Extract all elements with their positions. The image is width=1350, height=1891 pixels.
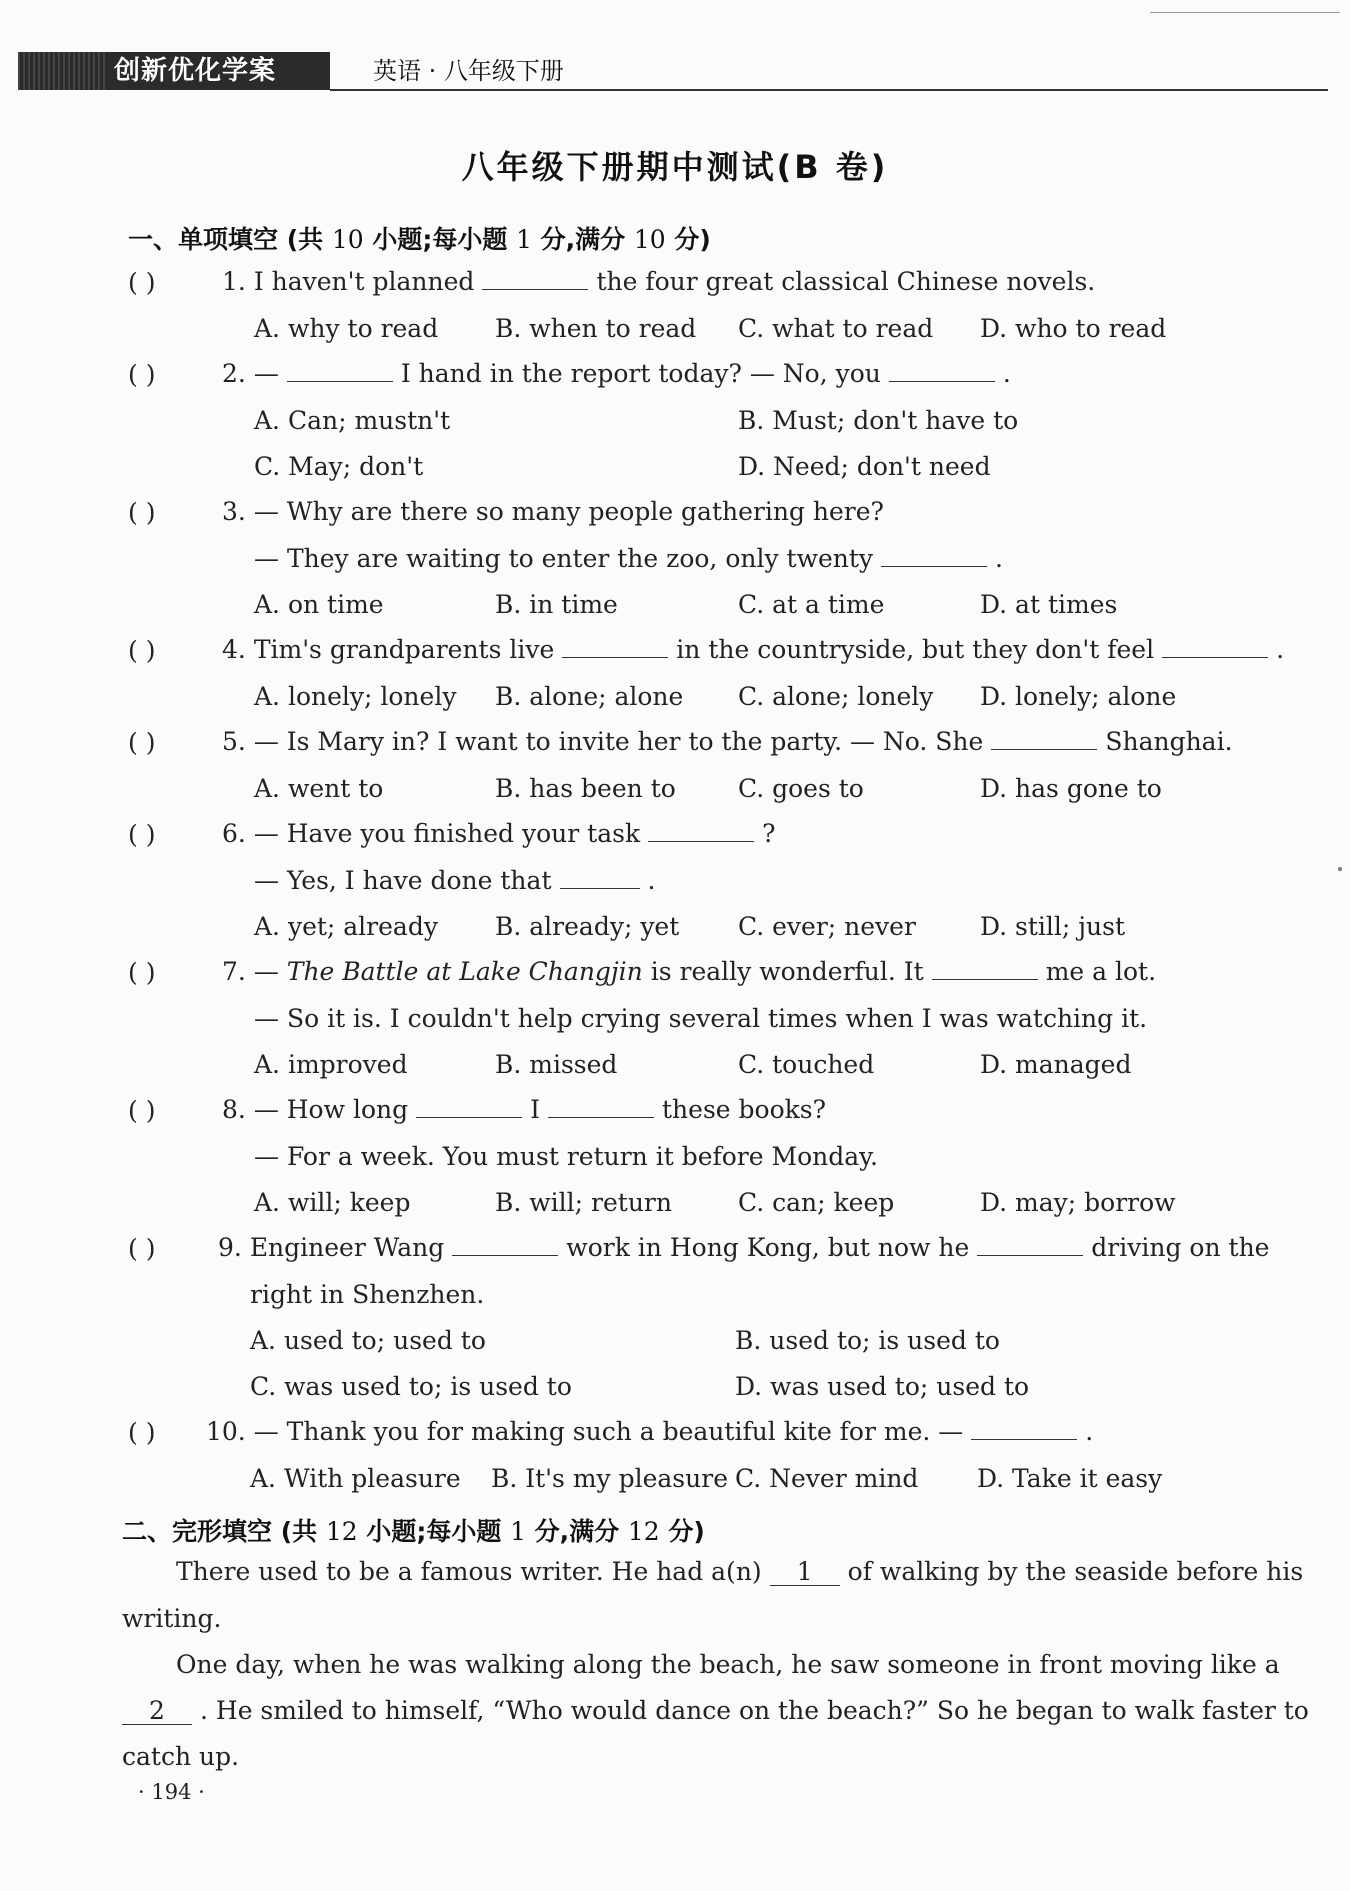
option-d[interactable]: D. has gone to — [980, 774, 1162, 803]
option-a[interactable]: A. will; keep — [254, 1188, 411, 1217]
option-c[interactable]: C. can; keep — [738, 1188, 895, 1217]
answer-paren[interactable]: ( ) — [128, 1096, 156, 1125]
option-d[interactable]: D. still; just — [980, 912, 1126, 941]
question-9-stem-line2: right in Shenzhen. — [250, 1280, 485, 1309]
cloze-paragraph-1-line2: writing. — [122, 1604, 222, 1633]
page-header — [18, 52, 1328, 92]
question-3-stem-line2: — They are waiting to enter the zoo, only twenty . — [254, 544, 1003, 573]
option-c[interactable]: C. what to read — [738, 314, 934, 343]
blank[interactable] — [889, 359, 995, 382]
option-a[interactable]: A. used to; used to — [250, 1326, 486, 1355]
blank[interactable] — [932, 957, 1038, 980]
option-c[interactable]: C. goes to — [738, 774, 864, 803]
blank[interactable] — [648, 819, 754, 842]
blank[interactable] — [287, 359, 393, 382]
option-c[interactable]: C. May; don't — [254, 452, 424, 481]
subject-label: 英语 · 八年级下册 — [373, 57, 564, 85]
option-d[interactable]: D. may; borrow — [980, 1188, 1176, 1217]
question-7-stem: 7. — The Battle at Lake Changjin is really wonderful. It me a lot. — [222, 957, 1157, 986]
blank[interactable] — [971, 1417, 1077, 1440]
option-d[interactable]: D. at times — [980, 590, 1118, 619]
question-6-stem-line2: — Yes, I have done that . — [254, 866, 656, 895]
answer-paren[interactable]: ( ) — [128, 1234, 156, 1263]
question-4-stem: 4. Tim's grandparents live in the countryside, but they don't feel . — [222, 635, 1285, 664]
option-a[interactable]: A. With pleasure — [250, 1464, 461, 1493]
option-c[interactable]: C. touched — [738, 1050, 875, 1079]
answer-paren[interactable]: ( ) — [128, 1418, 156, 1447]
option-b[interactable]: B. already; yet — [495, 912, 680, 941]
blank[interactable] — [991, 727, 1097, 750]
brand-title: 创新优化学案 — [114, 56, 277, 86]
page-number: · 194 · — [138, 1780, 205, 1804]
option-d[interactable]: D. managed — [980, 1050, 1132, 1079]
question-2-stem: 2. — I hand in the report today? — No, you . — [222, 359, 1011, 388]
option-d[interactable]: D. Need; don't need — [738, 452, 991, 481]
cloze-paragraph-2-line2: 2 . He smiled to himself, “Who would dance on the beach?” So he began to walk faster to — [122, 1695, 1309, 1727]
question-5-stem: 5. — Is Mary in? I want to invite her to the party. — No. She Shanghai. — [222, 727, 1233, 756]
brand-decoration — [18, 52, 108, 90]
option-a[interactable]: A. why to read — [254, 314, 439, 343]
option-d[interactable]: D. was used to; used to — [735, 1372, 1030, 1401]
question-6-stem: 6. — Have you finished your task ? — [222, 819, 776, 848]
option-b[interactable]: B. has been to — [495, 774, 676, 803]
blank[interactable] — [560, 866, 640, 889]
answer-paren[interactable]: ( ) — [128, 636, 156, 665]
question-8-stem-line2: — For a week. You must return it before Monday. — [254, 1142, 878, 1171]
option-b[interactable]: B. alone; alone — [495, 682, 684, 711]
blank[interactable] — [452, 1233, 558, 1256]
option-a[interactable]: A. yet; already — [254, 912, 438, 941]
option-b[interactable]: B. missed — [495, 1050, 618, 1079]
option-d[interactable]: D. who to read — [980, 314, 1167, 343]
blank[interactable] — [548, 1095, 654, 1118]
blank[interactable] — [562, 635, 668, 658]
section1-heading: 一、单项填空 (共 10 小题;每小题 1 分,满分 10 分) — [128, 225, 711, 254]
option-a[interactable]: A. Can; mustn't — [254, 406, 451, 435]
cloze-blank-1[interactable]: 1 — [770, 1559, 840, 1586]
answer-paren[interactable]: ( ) — [128, 728, 156, 757]
scan-speck — [1338, 867, 1342, 871]
option-c[interactable]: C. Never mind — [735, 1464, 919, 1493]
blank[interactable] — [482, 267, 588, 290]
question-9-stem: 9. Engineer Wang work in Hong Kong, but now he driving on the — [218, 1233, 1270, 1262]
answer-paren[interactable]: ( ) — [128, 958, 156, 987]
cloze-paragraph-1: There used to be a famous writer. He had a(n) 1 of walking by the seaside before his — [176, 1557, 1304, 1586]
option-d[interactable]: D. Take it easy — [977, 1464, 1163, 1493]
cloze-paragraph-2: One day, when he was walking along the beach, he saw someone in front moving like a — [176, 1650, 1280, 1679]
option-d[interactable]: D. lonely; alone — [980, 682, 1177, 711]
section2-heading: 二、完形填空 (共 12 小题;每小题 1 分,满分 12 分) — [122, 1517, 705, 1546]
option-c[interactable]: C. was used to; is used to — [250, 1372, 572, 1401]
option-c[interactable]: C. alone; lonely — [738, 682, 934, 711]
option-b[interactable]: B. used to; is used to — [735, 1326, 1000, 1355]
question-1-stem: 1. I haven't planned the four great classical Chinese novels. — [222, 267, 1096, 296]
option-a[interactable]: A. lonely; lonely — [254, 682, 457, 711]
answer-paren[interactable]: ( ) — [128, 820, 156, 849]
option-b[interactable]: B. will; return — [495, 1188, 672, 1217]
question-3-stem: 3. — Why are there so many people gathering here? — [222, 497, 884, 526]
answer-paren[interactable]: ( ) — [128, 498, 156, 527]
blank[interactable] — [977, 1233, 1083, 1256]
question-7-stem-line2: — So it is. I couldn't help crying several times when I was watching it. — [254, 1004, 1148, 1033]
option-a[interactable]: A. on time — [254, 590, 384, 619]
corner-line — [1150, 12, 1340, 13]
cloze-blank-2[interactable]: 2 — [122, 1698, 192, 1725]
option-c[interactable]: C. ever; never — [738, 912, 916, 941]
option-b[interactable]: B. in time — [495, 590, 618, 619]
page-title: 八年级下册期中测试(B 卷) — [461, 148, 889, 186]
question-8-stem: 8. — How long I these books? — [222, 1095, 827, 1124]
blank[interactable] — [416, 1095, 522, 1118]
option-b[interactable]: B. It's my pleasure — [491, 1464, 728, 1493]
option-a[interactable]: A. improved — [254, 1050, 408, 1079]
answer-paren[interactable]: ( ) — [128, 268, 156, 297]
option-a[interactable]: A. went to — [254, 774, 384, 803]
film-title: The Battle at Lake Changjin — [286, 957, 643, 986]
option-b[interactable]: B. Must; don't have to — [738, 406, 1019, 435]
option-c[interactable]: C. at a time — [738, 590, 885, 619]
question-10-stem: 10. — Thank you for making such a beautiful kite for me. — . — [206, 1417, 1094, 1446]
answer-paren[interactable]: ( ) — [128, 360, 156, 389]
header-rule — [330, 89, 1328, 91]
blank[interactable] — [1162, 635, 1268, 658]
cloze-paragraph-2-line3: catch up. — [122, 1742, 240, 1771]
blank[interactable] — [881, 544, 987, 567]
option-b[interactable]: B. when to read — [495, 314, 697, 343]
